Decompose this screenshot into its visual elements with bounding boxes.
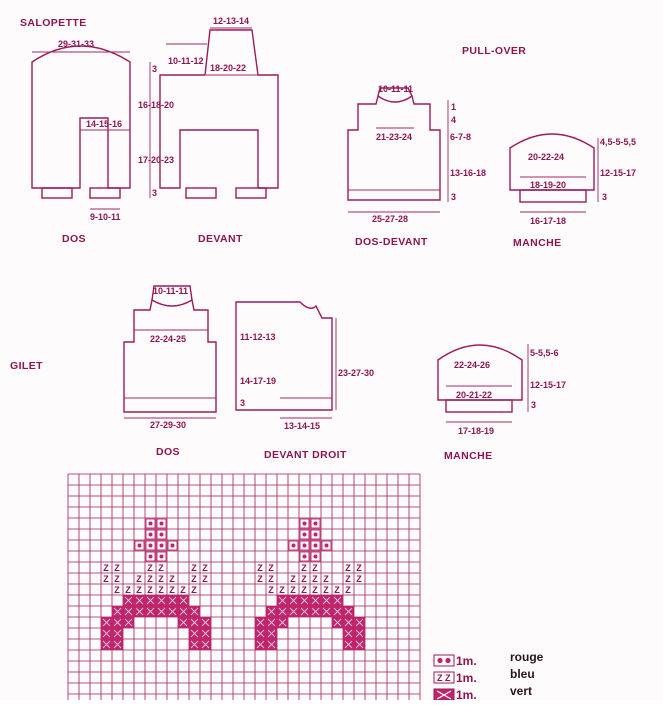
dot-symbol-icon [138, 544, 142, 548]
dot-symbol-icon [149, 522, 153, 526]
pullover-cuff [520, 190, 586, 202]
pullover-cuff-label: 16-17-18 [530, 216, 567, 226]
salopette-neck-height: 10-11-12 [168, 56, 204, 66]
dot-symbol-icon [445, 658, 450, 663]
pullover-4: 4 [451, 115, 457, 125]
z-symbol-icon: Z [312, 574, 318, 584]
pullover-3: 3 [451, 192, 457, 202]
gilet-title: GILET [10, 360, 43, 372]
z-symbol-icon: Z [356, 574, 362, 584]
gilet-front-width: 13-14-15 [284, 421, 321, 431]
z-symbol-icon: Z [437, 673, 443, 683]
gilet-neck-label: 10-11-11 [153, 286, 189, 296]
salopette-foot: 9-10-11 [90, 212, 121, 222]
z-symbol-icon: Z [103, 574, 109, 584]
z-symbol-icon: Z [445, 673, 451, 683]
z-symbol-icon: Z [180, 585, 186, 595]
legend-swatch [434, 655, 454, 666]
z-symbol-icon: Z [114, 574, 120, 584]
legend-qty: 1m. [456, 654, 477, 668]
z-symbol-icon: Z [301, 585, 307, 595]
dot-symbol-icon [303, 522, 307, 526]
knitting-chart-grid [68, 474, 420, 700]
dot-symbol-icon [149, 533, 153, 537]
pullover-sleeve-mid: 18-19-20 [530, 180, 567, 190]
z-symbol-icon: Z [257, 563, 263, 573]
legend-item-bleu [434, 667, 535, 685]
gilet-dos-label: DOS [156, 446, 180, 458]
pullover-body-outline [348, 96, 440, 200]
salopette-neck: 12-13-14 [213, 16, 250, 26]
z-symbol-icon: Z [268, 563, 274, 573]
dot-symbol-icon [160, 533, 164, 537]
salopette-dos-outline [32, 46, 130, 188]
salopette-devant-foot-right [236, 188, 266, 198]
salopette-top-width: 29-31-33 [58, 39, 95, 49]
gilet-front-height: 23-27-30 [338, 368, 375, 378]
pullover-armhole: 6-7-8 [450, 132, 472, 142]
salopette-foot-right [90, 188, 120, 198]
legend-item-rouge [434, 650, 544, 668]
z-symbol-icon: Z [301, 563, 307, 573]
z-symbol-icon: Z [257, 574, 263, 584]
pullover-sleeve-height: 12-15-17 [600, 168, 637, 178]
gilet-3: 3 [240, 398, 246, 408]
legend-color-name: vert [510, 684, 533, 698]
z-symbol-icon: Z [169, 585, 175, 595]
z-symbol-icon: Z [125, 585, 131, 595]
gilet-devant-outline [236, 302, 332, 410]
pullover-body-height: 13-16-18 [450, 168, 487, 178]
dot-symbol-icon [160, 522, 164, 526]
dot-symbol-icon [149, 555, 153, 559]
z-symbol-icon: Z [334, 585, 340, 595]
salopette-side: 14-15-16 [86, 119, 123, 129]
gilet-cuff-label: 17-18-19 [458, 426, 495, 436]
z-symbol-icon: Z [279, 585, 285, 595]
gilet-devant-label: DEVANT DROIT [264, 449, 347, 461]
z-symbol-icon: Z [345, 585, 351, 595]
z-symbol-icon: Z [345, 574, 351, 584]
legend-qty: 1m. [456, 688, 477, 700]
pullover-neck-label: 10-11-11 [378, 84, 414, 94]
pullover-sleeve-cap: 4,5-5-5,5 [600, 137, 637, 147]
gilet-sleeve-mid: 20-21-22 [456, 390, 493, 400]
dot-symbol-icon [160, 544, 164, 548]
z-symbol-icon: Z [114, 563, 120, 573]
pullover-chest: 21-23-24 [376, 132, 413, 142]
salopette-3-bottom: 3 [152, 188, 158, 198]
salopette-3-top: 3 [152, 64, 158, 74]
salopette-devant-label: DEVANT [198, 233, 243, 245]
z-symbol-icon: Z [268, 585, 274, 595]
z-symbol-icon: Z [290, 585, 296, 595]
z-symbol-icon: Z [158, 574, 164, 584]
z-symbol-icon: Z [312, 563, 318, 573]
z-symbol-icon: Z [356, 563, 362, 573]
z-symbol-icon: Z [136, 574, 142, 584]
gilet-sleeve-3: 3 [531, 400, 537, 410]
z-symbol-icon: Z [147, 563, 153, 573]
dot-symbol-icon [314, 544, 318, 548]
gilet-width: 27-29-30 [150, 420, 187, 430]
z-symbol-icon: Z [147, 574, 153, 584]
salopette-title: SALOPETTE [20, 17, 87, 29]
dot-symbol-icon [314, 555, 318, 559]
salopette-dos-label: DOS [62, 233, 86, 245]
dot-symbol-icon [303, 533, 307, 537]
dot-symbol-icon [314, 533, 318, 537]
gilet-manche-label: MANCHE [444, 450, 493, 462]
gilet-section [10, 286, 566, 462]
z-symbol-icon: Z [301, 574, 307, 584]
color-legend [434, 650, 544, 700]
salopette-bib-height: 16-18-20 [138, 100, 175, 110]
pullover-dos-devant-label: DOS-DEVANT [355, 236, 428, 248]
z-symbol-icon: Z [345, 563, 351, 573]
legend-qty: 1m. [456, 671, 477, 685]
z-symbol-icon: Z [147, 585, 153, 595]
z-symbol-icon: Z [191, 585, 197, 595]
z-symbol-icon: Z [268, 574, 274, 584]
pullover-section [348, 45, 636, 249]
z-symbol-icon: Z [202, 563, 208, 573]
gilet-body: 14-17-19 [240, 376, 277, 386]
legend-color-name: rouge [510, 650, 544, 664]
z-symbol-icon: Z [103, 563, 109, 573]
z-symbol-icon: Z [202, 574, 208, 584]
z-symbol-icon: Z [158, 563, 164, 573]
pullover-sleeve-top: 20-22-24 [528, 152, 565, 162]
salopette-leg-height: 17-20-23 [138, 155, 175, 165]
legend-color-name: bleu [510, 667, 535, 681]
z-symbol-icon: Z [158, 585, 164, 595]
dot-symbol-icon [303, 555, 307, 559]
z-symbol-icon: Z [323, 585, 329, 595]
salopette-section [20, 16, 278, 245]
dot-symbol-icon [160, 555, 164, 559]
z-symbol-icon: Z [114, 585, 120, 595]
dot-symbol-icon [437, 658, 442, 663]
pullover-1: 1 [451, 102, 457, 112]
z-symbol-icon: Z [290, 574, 296, 584]
salopette-shoulder: 18-20-22 [210, 63, 247, 73]
dot-symbol-icon [292, 544, 296, 548]
z-symbol-icon: Z [136, 585, 142, 595]
salopette-devant-outline [160, 30, 278, 188]
dot-symbol-icon [171, 544, 175, 548]
dot-symbol-icon [303, 544, 307, 548]
z-symbol-icon: Z [169, 574, 175, 584]
pullover-width: 25-27-28 [372, 214, 409, 224]
gilet-dos-outline [124, 300, 216, 412]
z-symbol-icon: Z [312, 585, 318, 595]
salopette-devant-foot-left [186, 188, 216, 198]
gilet-sleeve-top: 22-24-26 [454, 360, 491, 370]
gilet-cuff [446, 400, 512, 412]
gilet-armhole: 11-12-13 [240, 332, 276, 342]
dot-symbol-icon [314, 522, 318, 526]
pullover-manche-label: MANCHE [513, 237, 562, 249]
z-symbol-icon: Z [191, 563, 197, 573]
dot-symbol-icon [149, 544, 153, 548]
z-symbol-icon: Z [191, 574, 197, 584]
dot-symbol-icon [325, 544, 329, 548]
gilet-sleeve-cap: 5-5,5-6 [530, 348, 559, 358]
gilet-sleeve-height: 12-15-17 [530, 380, 567, 390]
salopette-foot-left [42, 188, 72, 198]
z-symbol-icon: Z [323, 574, 329, 584]
legend-item-vert [434, 684, 532, 700]
gilet-chest: 22-24-25 [150, 334, 187, 344]
pullover-sleeve-3: 3 [602, 192, 608, 202]
pullover-title: PULL-OVER [462, 45, 527, 57]
